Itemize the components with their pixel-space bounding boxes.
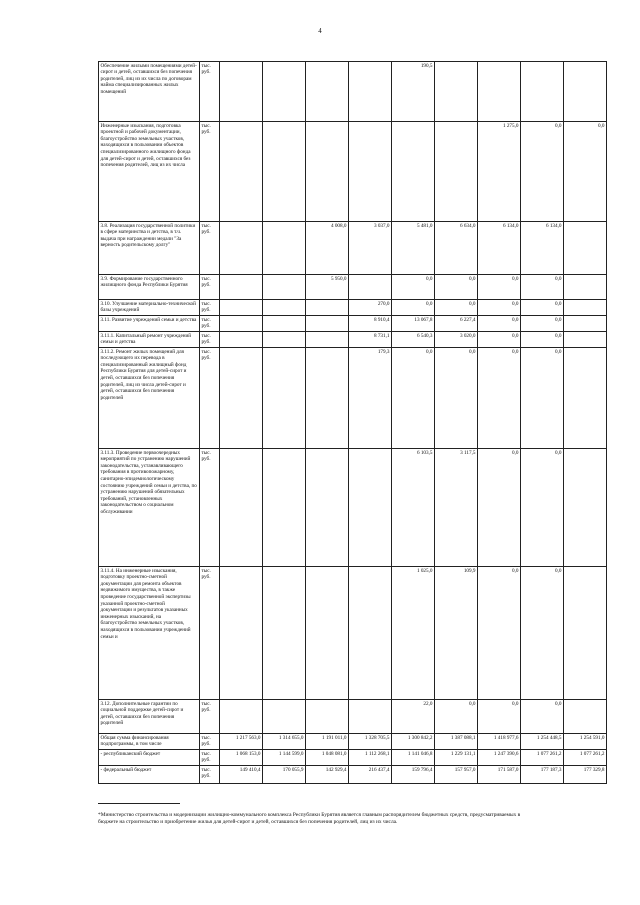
value-cell: 0,0 (435, 300, 478, 316)
value-cell (392, 122, 435, 222)
table-row (99, 62, 607, 122)
value-cell (521, 62, 564, 122)
value-cell: 3 020,0 (435, 332, 478, 348)
value-cell: 0,0 (521, 300, 564, 316)
row-name-cell: 3.10. Улучшение материально-технической базы учреждений (99, 300, 200, 316)
value-cell (349, 449, 392, 567)
value-cell: 177 329,8 (564, 766, 607, 784)
value-cell: 0,0 (435, 700, 478, 734)
value-cell: 1 229 131,1 (435, 750, 478, 766)
value-cell (220, 449, 263, 567)
financing-table (98, 61, 607, 784)
value-cell (349, 567, 392, 700)
value-cell (263, 567, 306, 700)
value-cell: 0,0 (564, 122, 607, 222)
value-cell: 1 328 705,5 (349, 734, 392, 750)
value-cell (263, 332, 306, 348)
value-cell: 8 731,1 (349, 332, 392, 348)
value-cell (564, 222, 607, 275)
value-cell (220, 348, 263, 449)
value-cell (263, 449, 306, 567)
page-number: 4 (318, 27, 322, 35)
value-cell: 142 929,4 (306, 766, 349, 784)
value-cell: 13 067,8 (392, 316, 435, 332)
value-cell: 8 910,4 (349, 316, 392, 332)
value-cell: 6 103,5 (392, 449, 435, 567)
value-cell: 0,0 (521, 275, 564, 300)
value-cell: 6 634,0 (435, 222, 478, 275)
value-cell: 0,0 (435, 275, 478, 300)
value-cell: 6 134,0 (478, 222, 521, 275)
unit-cell: тыс. руб. (200, 734, 220, 750)
unit-cell: тыс. руб. (200, 567, 220, 700)
value-cell: 1 247 390,6 (478, 750, 521, 766)
value-cell: 4 008,0 (306, 222, 349, 275)
row-name-cell: 3.11.1. Капитальный ремонт учреждений семьи и детства (99, 332, 200, 348)
footnote: *Министерство строительства и модернизации жилищно-коммунального комплекса Республики Бурятия является главным распорядителем бюджетных средств, предусматриваемых в бюджете на строительство и приобретение жилья для детей-сирот и детей, оставшихся без попечения родителей, лиц из их числа. (98, 812, 521, 826)
value-cell: 0,0 (478, 275, 521, 300)
value-cell: 0,0 (521, 567, 564, 700)
unit-cell: тыс. руб. (200, 222, 220, 275)
value-cell (220, 222, 263, 275)
value-cell (306, 348, 349, 449)
value-cell (564, 449, 607, 567)
value-cell: 0,0 (521, 316, 564, 332)
unit-cell: тыс. руб. (200, 348, 220, 449)
value-cell (349, 700, 392, 734)
value-cell (220, 700, 263, 734)
value-cell (435, 122, 478, 222)
unit-cell: тыс. руб. (200, 766, 220, 784)
value-cell: 1 112 268,1 (349, 750, 392, 766)
table-row (99, 700, 607, 734)
table-row (99, 567, 607, 700)
table-row (99, 222, 607, 275)
value-cell: 0,0 (478, 449, 521, 567)
value-cell: 6 540,3 (392, 332, 435, 348)
value-cell: 0,0 (435, 348, 478, 449)
value-cell (349, 62, 392, 122)
value-cell (564, 62, 607, 122)
value-cell: 1 144 599,0 (263, 750, 306, 766)
value-cell: 0,0 (478, 332, 521, 348)
value-cell (306, 316, 349, 332)
value-cell: 179,3 (349, 348, 392, 449)
value-cell: 1 418 977,6 (478, 734, 521, 750)
value-cell: 159 796,4 (392, 766, 435, 784)
table-row (99, 122, 607, 222)
unit-cell: тыс. руб. (200, 62, 220, 122)
value-cell (220, 332, 263, 348)
value-cell: 1 254 591,0 (564, 734, 607, 750)
value-cell (220, 567, 263, 700)
value-cell (306, 300, 349, 316)
value-cell (263, 316, 306, 332)
value-cell: 5 481,0 (392, 222, 435, 275)
value-cell (564, 332, 607, 348)
value-cell: 109,9 (435, 567, 478, 700)
value-cell: 0,0 (478, 316, 521, 332)
value-cell (263, 275, 306, 300)
value-cell (263, 62, 306, 122)
value-cell: 1 141 046,8 (392, 750, 435, 766)
unit-cell: тыс. руб. (200, 449, 220, 567)
row-name-cell: 3.11.2. Ремонт жилых помещений для последующего их перевода в специализированный жилищный фонд Республики Бурятия для детей-сирот и детей, оставшихся без попечения родителей, лиц из числа детей-сирот и детей, оставшихся без попечения родителей (99, 348, 200, 449)
value-cell (349, 275, 392, 300)
value-cell: 1 275,0 (478, 122, 521, 222)
value-cell: 5 950,0 (306, 275, 349, 300)
value-cell (306, 62, 349, 122)
value-cell: 171 587,0 (478, 766, 521, 784)
value-cell (478, 62, 521, 122)
value-cell: 0,0 (521, 449, 564, 567)
value-cell: 1 217 563,0 (220, 734, 263, 750)
value-cell: 1 077 261,2 (521, 750, 564, 766)
value-cell: 0,0 (392, 275, 435, 300)
row-name-cell: 3.8. Реализация государственной политики в сфере материнства и детства, в т.ч. выдача при награждении медали "За верность родительскому долгу" (99, 222, 200, 275)
value-cell (220, 62, 263, 122)
unit-cell: тыс. руб. (200, 700, 220, 734)
table-row (99, 750, 607, 766)
value-cell (306, 332, 349, 348)
unit-cell: тыс. руб. (200, 750, 220, 766)
row-name-cell: 3.9. Формирование государственного жилищного фонда Республики Бурятия (99, 275, 200, 300)
value-cell (306, 700, 349, 734)
value-cell: 0,0 (478, 348, 521, 449)
table-row (99, 449, 607, 567)
row-name-cell: 3.11.3. Проведение первоочередных мероприятий по устранению нарушений законодательства, устанавливающего требования в противопожарному, санитарно-эпидемиологическому состоянию учреждений семьи и детства, по устранению нарушений обязательных требований, установленных законодательством о социальном обслуживании (99, 449, 200, 567)
value-cell (220, 300, 263, 316)
unit-cell: тыс. руб. (200, 300, 220, 316)
value-cell (306, 122, 349, 222)
value-cell: 1 191 011,0 (306, 734, 349, 750)
value-cell (564, 348, 607, 449)
table-row (99, 300, 607, 316)
value-cell (306, 567, 349, 700)
value-cell: 1 025,0 (392, 567, 435, 700)
value-cell: 0,0 (392, 348, 435, 449)
row-name-cell: - федеральный бюджет (99, 766, 200, 784)
table-row (99, 348, 607, 449)
table-row (99, 316, 607, 332)
value-cell: 3 117,5 (435, 449, 478, 567)
value-cell: 1 387 088,1 (435, 734, 478, 750)
value-cell: 157 957,0 (435, 766, 478, 784)
value-cell: 1 300 842,2 (392, 734, 435, 750)
value-cell: 0,0 (392, 300, 435, 316)
value-cell: 1 314 655,0 (263, 734, 306, 750)
value-cell (263, 122, 306, 222)
unit-cell: тыс. руб. (200, 122, 220, 222)
value-cell (564, 567, 607, 700)
value-cell: 0,0 (521, 348, 564, 449)
table-row (99, 332, 607, 348)
value-cell: 216 437,4 (349, 766, 392, 784)
value-cell (349, 122, 392, 222)
row-name-cell: 3.11.4. На инженерные изыскания, подготовку проектно-сметной документации для ремонта объектов недвижимого имущества, в также проведение государственной экспертизы указанной проектно-сметной документации и результатов указанных инженерных изысканий, на благоустройство земельных участков, находящихся в пользовании учреждений семьи и (99, 567, 200, 700)
value-cell (263, 700, 306, 734)
value-cell (564, 316, 607, 332)
value-cell (263, 300, 306, 316)
value-cell: 0,0 (521, 122, 564, 222)
value-cell (306, 449, 349, 567)
footnote-divider (98, 803, 180, 804)
value-cell: 0,0 (521, 332, 564, 348)
value-cell: 0,0 (478, 567, 521, 700)
row-name-cell: Общая сумма финансирования подпрограммы, в том числе (99, 734, 200, 750)
value-cell: 270,0 (349, 300, 392, 316)
value-cell: 0,0 (478, 700, 521, 734)
value-cell: 170 055,9 (263, 766, 306, 784)
value-cell (263, 222, 306, 275)
value-cell (564, 300, 607, 316)
value-cell: 1 254 448,5 (521, 734, 564, 750)
row-name-cell: 3.11. Развитие учреждений семьи и детства (99, 316, 200, 332)
row-name-cell: Обеспечение жилыми помещениями детей-сирот и детей, оставшихся без попечения родителей, лиц из их числа по договорам найма специализированных жилых помещений (99, 62, 200, 122)
value-cell: 0,0 (521, 700, 564, 734)
value-cell (564, 700, 607, 734)
value-cell: 1 068 153,0 (220, 750, 263, 766)
unit-cell: тыс. руб. (200, 275, 220, 300)
row-name-cell: - республиканский бюджет (99, 750, 200, 766)
value-cell (435, 62, 478, 122)
row-name-cell: 3.12. Дополнительные гарантии по социальной поддержке детей-сирот и детей, оставшихся без попечения родителей (99, 700, 200, 734)
value-cell (220, 316, 263, 332)
value-cell: 1 077 261,2 (564, 750, 607, 766)
value-cell: 190,5 (392, 62, 435, 122)
value-cell (220, 122, 263, 222)
value-cell (220, 275, 263, 300)
value-cell: 149 410,4 (220, 766, 263, 784)
value-cell (263, 348, 306, 449)
value-cell: 177 187,3 (521, 766, 564, 784)
table-row (99, 766, 607, 784)
row-name-cell: Инженерные изыскания, подготовка проектной и рабочей документации, благоустройство земельных участков, находящихся в пользовании объектов специализированного жилищного фонда для детей-сирот и детей, оставшихся без попечения родителей, лиц из их числа (99, 122, 200, 222)
value-cell: 1 048 081,0 (306, 750, 349, 766)
table-row (99, 275, 607, 300)
value-cell: 6 134,0 (521, 222, 564, 275)
value-cell: 22,0 (392, 700, 435, 734)
value-cell: 6 227,4 (435, 316, 478, 332)
value-cell (564, 275, 607, 300)
unit-cell: тыс. руб. (200, 332, 220, 348)
unit-cell: тыс. руб. (200, 316, 220, 332)
table-row (99, 734, 607, 750)
value-cell: 3 037,0 (349, 222, 392, 275)
value-cell: 0,0 (478, 300, 521, 316)
